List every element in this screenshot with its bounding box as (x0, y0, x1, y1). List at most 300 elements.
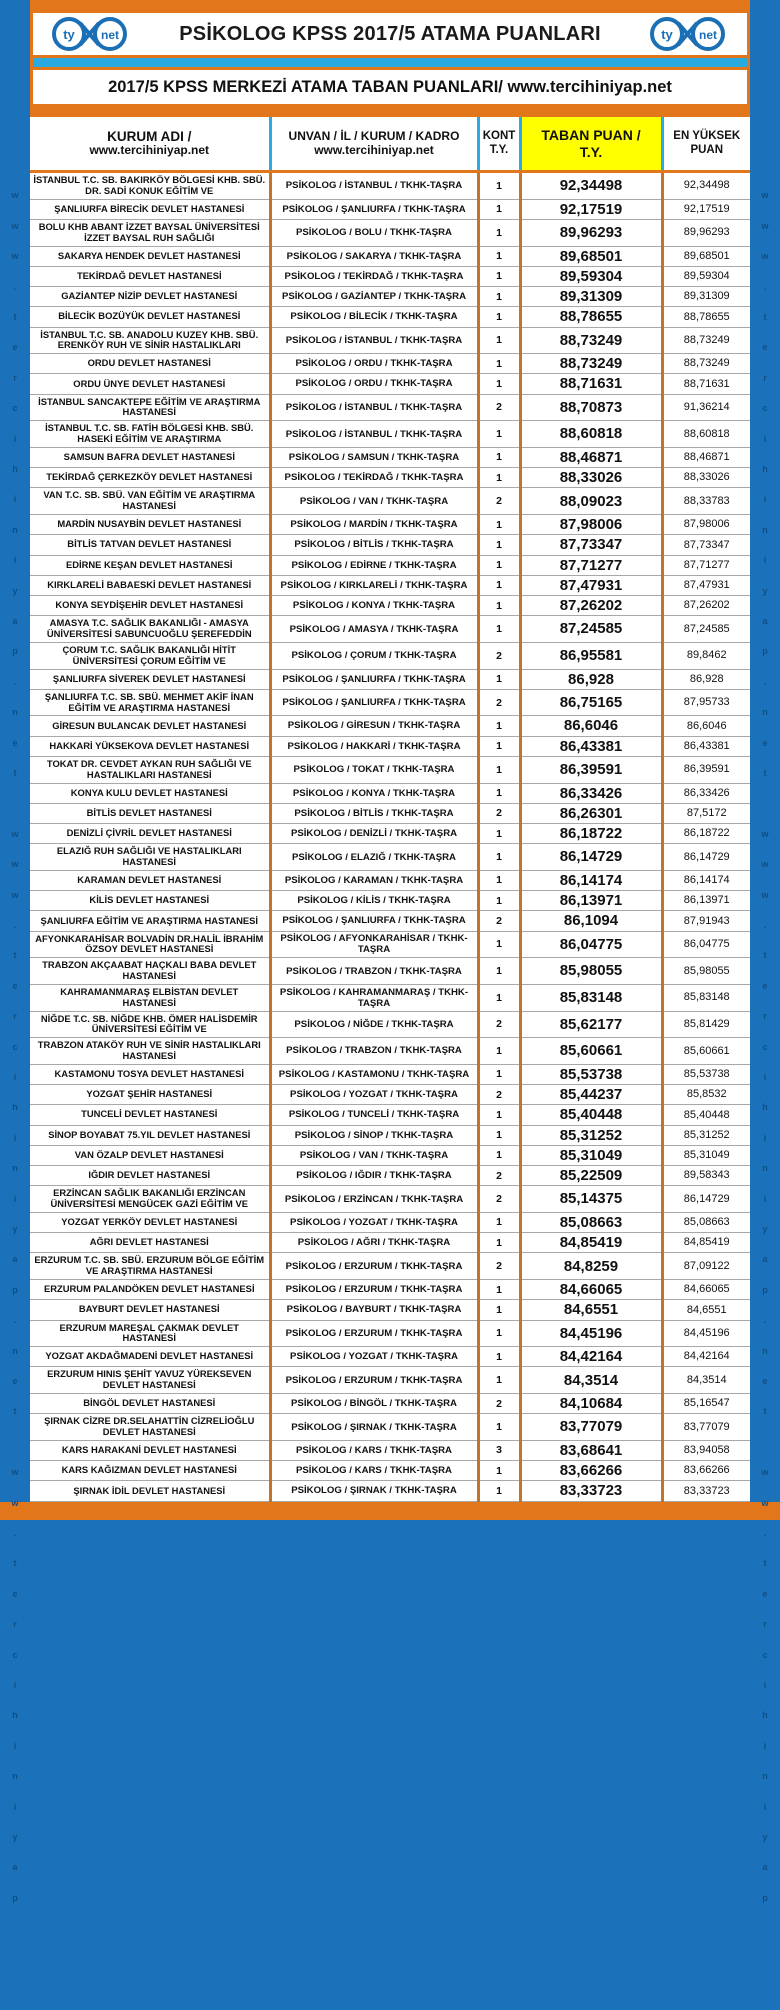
cell-taban: 85,60661 (520, 1038, 662, 1065)
margin-bleed-letter: e (12, 1376, 18, 1386)
table-row (30, 756, 750, 783)
cell-kurum: AMASYA T.C. SAĞLIK BAKANLIĞI - AMASYA ÜNİVERSİTESİ SABUNCUOĞLU ŞEREFEDDİN (30, 616, 270, 643)
cell-kont: 1 (478, 669, 520, 689)
cell-taban: 89,96293 (520, 219, 662, 246)
cell-unvan: PSİKOLOG / ÇORUM / TKHK-TAŞRA (270, 642, 478, 669)
cell-unvan: PSİKOLOG / GİRESUN / TKHK-TAŞRA (270, 716, 478, 736)
logo-text-net: net (101, 28, 119, 42)
cell-kont: 1 (478, 736, 520, 756)
cell-unvan: PSİKOLOG / BAYBURT / TKHK-TAŞRA (270, 1300, 478, 1320)
margin-bleed-letter: t (763, 768, 767, 778)
cell-kont: 1 (478, 984, 520, 1011)
margin-bleed-letter: n (12, 1163, 18, 1174)
cell-kurum: ŞANLIURFA BİRECİK DEVLET HASTANESİ (30, 199, 270, 219)
cell-enyuksek: 87,73347 (662, 535, 750, 555)
cell-taban: 88,33026 (520, 468, 662, 488)
cell-taban: 84,85419 (520, 1233, 662, 1253)
cell-enyuksek: 92,17519 (662, 199, 750, 219)
margin-bleed-letter: w (11, 859, 19, 870)
cell-enyuksek: 85,98055 (662, 958, 750, 985)
cell-enyuksek: 86,14729 (662, 1186, 750, 1213)
cell-taban: 86,75165 (520, 689, 662, 716)
cell-unvan: PSİKOLOG / MARDİN / TKHK-TAŞRA (270, 515, 478, 535)
cell-unvan: PSİKOLOG / ORDU / TKHK-TAŞRA (270, 354, 478, 374)
margin-bleed-letter: w (761, 1467, 769, 1478)
cell-taban: 86,26301 (520, 803, 662, 823)
cell-taban: 88,70873 (520, 394, 662, 421)
cell-enyuksek: 86,6046 (662, 716, 750, 736)
cell-unvan: PSİKOLOG / AĞRI / TKHK-TAŞRA (270, 1233, 478, 1253)
cell-kurum: ELAZIĞ RUH SAĞLIĞI VE HASTALIKLARI HASTANESİ (30, 844, 270, 871)
cell-kont: 1 (478, 1105, 520, 1125)
cell-kont: 1 (478, 596, 520, 616)
margin-bleed-letter: w (761, 1497, 769, 1508)
margin-bleed-letter: y (12, 585, 18, 596)
table-row (30, 1064, 750, 1084)
cell-kurum: NİĞDE T.C. SB. NİĞDE KHB. ÖMER HALİSDEMİR ÜNİVERSİTESİ EĞİTİM VE (30, 1011, 270, 1038)
table-row (30, 616, 750, 643)
cell-enyuksek: 87,5172 (662, 803, 750, 823)
col-header-unvan-line2: www.tercihiniyap.net (314, 142, 434, 157)
cell-taban: 87,24585 (520, 616, 662, 643)
cell-kont: 1 (478, 1280, 520, 1300)
margin-bleed-letter: p (762, 1892, 768, 1903)
cell-unvan: PSİKOLOG / TRABZON / TKHK-TAŞRA (270, 958, 478, 985)
cell-kont: 2 (478, 1011, 520, 1038)
table-row (30, 642, 750, 669)
cell-unvan: PSİKOLOG / ŞANLIURFA / TKHK-TAŞRA (270, 669, 478, 689)
table-row (30, 1105, 750, 1125)
cell-kurum: ERZURUM MAREŞAL ÇAKMAK DEVLET HASTANESİ (30, 1320, 270, 1347)
cell-unvan: PSİKOLOG / VAN / TKHK-TAŞRA (270, 488, 478, 515)
cell-taban: 88,09023 (520, 488, 662, 515)
cell-taban: 87,26202 (520, 596, 662, 616)
cell-enyuksek: 85,31252 (662, 1125, 750, 1145)
cell-kont: 1 (478, 1038, 520, 1065)
svg-text:net: net (699, 28, 717, 42)
cell-unvan: PSİKOLOG / ŞIRNAK / TKHK-TAŞRA (270, 1481, 478, 1501)
margin-bleed-letter: e (12, 737, 18, 748)
table-row (30, 931, 750, 958)
cell-enyuksek: 86,18722 (662, 824, 750, 844)
cell-taban: 85,53738 (520, 1064, 662, 1084)
margin-bleed-letter: r (763, 1011, 767, 1022)
margin-bleed-letter: y (12, 1832, 18, 1842)
cell-taban: 87,47931 (520, 575, 662, 595)
cell-taban: 84,6551 (520, 1300, 662, 1320)
cell-kurum: BOLU KHB ABANT İZZET BAYSAL ÜNİVERSİTESİ İZZET BAYSAL RUH SAĞLIĞI (30, 219, 270, 246)
table-row (30, 596, 750, 616)
cell-taban: 89,68501 (520, 246, 662, 266)
cell-kurum: DENİZLİ ÇİVRİL DEVLET HASTANESİ (30, 824, 270, 844)
margin-bleed-letter: w (11, 251, 19, 262)
table-row (30, 575, 750, 595)
col-header-enyuksek-line2: PUAN (690, 143, 724, 156)
cell-kont: 1 (478, 1125, 520, 1145)
cell-kurum: KONYA KULU DEVLET HASTANESİ (30, 783, 270, 803)
cell-taban: 87,71277 (520, 555, 662, 575)
cell-kont: 1 (478, 931, 520, 958)
margin-bleed-letter: i (13, 555, 17, 566)
cell-unvan: PSİKOLOG / AMASYA / TKHK-TAŞRA (270, 616, 478, 643)
bottom-orange-strip (0, 1502, 780, 1520)
margin-bleed-letter: a (12, 1862, 18, 1873)
cell-kurum: KIRKLARELİ BABAESKİ DEVLET HASTANESİ (30, 575, 270, 595)
cell-kont: 1 (478, 535, 520, 555)
cell-taban: 85,83148 (520, 984, 662, 1011)
cell-kurum: ERZİNCAN SAĞLIK BAKANLIĞI ERZİNCAN ÜNİVERSİTESİ MENGÜCEK GAZİ EĞİTİM VE (30, 1186, 270, 1213)
margin-bleed-letter: i (763, 1801, 767, 1812)
margin-bleed-letter: . (13, 920, 17, 930)
cell-kont: 1 (478, 616, 520, 643)
cell-enyuksek: 87,47931 (662, 575, 750, 595)
cell-taban: 83,33723 (520, 1481, 662, 1501)
cell-taban: 84,45196 (520, 1320, 662, 1347)
table-row (30, 1320, 750, 1347)
margin-bleed-letter: p (762, 1284, 768, 1295)
col-header-taban-line1: TABAN PUAN / (524, 127, 659, 143)
margin-bleed-letter: r (13, 372, 17, 383)
cell-kurum: KAHRAMANMARAŞ ELBİSTAN DEVLET HASTANESİ (30, 984, 270, 1011)
cell-kurum: SİNOP BOYABAT 75.YIL DEVLET HASTANESİ (30, 1125, 270, 1145)
cell-kont: 1 (478, 1233, 520, 1253)
cell-taban: 85,62177 (520, 1011, 662, 1038)
cell-kont: 1 (478, 1347, 520, 1367)
cell-kurum: TOKAT DR. CEVDET AYKAN RUH SAĞLIĞI VE HASTALIKLARI HASTANESİ (30, 756, 270, 783)
cell-enyuksek: 91,36214 (662, 394, 750, 421)
cell-kont: 2 (478, 803, 520, 823)
cell-kurum: ORDU ÜNYE DEVLET HASTANESİ (30, 374, 270, 394)
cell-kont: 1 (478, 307, 520, 327)
cell-enyuksek: 86,33426 (662, 783, 750, 803)
page-title: PSİKOLOG KPSS 2017/5 ATAMA PUANLARI (179, 22, 601, 45)
margin-bleed-letter: a (762, 1862, 768, 1873)
cell-kurum: KARAMAN DEVLET HASTANESİ (30, 870, 270, 890)
subtitle-band (30, 67, 750, 107)
cell-taban: 86,33426 (520, 783, 662, 803)
table-row (30, 1085, 750, 1105)
table-row (30, 958, 750, 985)
cell-unvan: PSİKOLOG / TRABZON / TKHK-TAŞRA (270, 1038, 478, 1065)
cell-kont: 1 (478, 844, 520, 871)
cell-unvan: PSİKOLOG / NİĞDE / TKHK-TAŞRA (270, 1011, 478, 1038)
margin-bleed-letter: t (13, 312, 17, 322)
table-row (30, 689, 750, 716)
cell-kurum: MARDİN NUSAYBİN DEVLET HASTANESİ (30, 515, 270, 535)
cell-taban: 84,66065 (520, 1280, 662, 1300)
cell-unvan: PSİKOLOG / YOZGAT / TKHK-TAŞRA (270, 1085, 478, 1105)
cell-kurum: BİTLİS TATVAN DEVLET HASTANESİ (30, 535, 270, 555)
table-row (30, 1038, 750, 1065)
cell-kont: 1 (478, 287, 520, 307)
cell-kont: 2 (478, 1166, 520, 1186)
cell-kurum: TRABZON ATAKÖY RUH VE SİNİR HASTALIKLARI HASTANESİ (30, 1038, 270, 1065)
cell-enyuksek: 86,928 (662, 669, 750, 689)
margin-bleed-letter: c (762, 1041, 768, 1052)
cell-taban: 83,68641 (520, 1440, 662, 1460)
margin-bleed-letter: w (11, 889, 19, 900)
cell-kont: 3 (478, 1440, 520, 1460)
table-row (30, 783, 750, 803)
cell-kurum: KONYA SEYDİŞEHİR DEVLET HASTANESİ (30, 596, 270, 616)
cell-kurum: YOZGAT YERKÖY DEVLET HASTANESİ (30, 1212, 270, 1232)
cell-kurum: BİLECİK BOZÜYÜK DEVLET HASTANESİ (30, 307, 270, 327)
cell-unvan: PSİKOLOG / KONYA / TKHK-TAŞRA (270, 596, 478, 616)
table-row (30, 327, 750, 354)
cell-unvan: PSİKOLOG / GAZİANTEP / TKHK-TAŞRA (270, 287, 478, 307)
cell-kont: 1 (478, 1414, 520, 1441)
margin-bleed-letter: i (13, 1740, 17, 1751)
col-header-enyuksek-line1: EN YÜKSEK (673, 130, 741, 143)
cell-enyuksek: 85,60661 (662, 1038, 750, 1065)
cell-unvan: PSİKOLOG / ERZURUM / TKHK-TAŞRA (270, 1253, 478, 1280)
cell-kurum: TEKİRDAĞ ÇERKEZKÖY DEVLET HASTANESİ (30, 468, 270, 488)
margin-bleed-letter: e (762, 1588, 768, 1599)
cell-kurum: IĞDIR DEVLET HASTANESİ (30, 1166, 270, 1186)
table-row (30, 1212, 750, 1232)
cell-enyuksek: 85,31049 (662, 1145, 750, 1165)
cell-unvan: PSİKOLOG / KARS / TKHK-TAŞRA (270, 1440, 478, 1460)
cell-enyuksek: 84,66065 (662, 1280, 750, 1300)
cell-kurum: VAN ÖZALP DEVLET HASTANESİ (30, 1145, 270, 1165)
cell-kont: 2 (478, 394, 520, 421)
cell-kont: 1 (478, 374, 520, 394)
margin-bleed-letter: i (763, 433, 767, 444)
cell-taban: 86,1094 (520, 911, 662, 931)
cell-kurum: ÇORUM T.C. SAĞLIK BAKANLIĞI HİTİT ÜNİVERSİTESİ ÇORUM EĞİTİM VE (30, 642, 270, 669)
logo-text-ty: ty (63, 27, 75, 42)
margin-bleed-letter: e (12, 342, 18, 353)
cell-kont: 2 (478, 1394, 520, 1414)
margin-bleed-letter: p (12, 1892, 18, 1903)
cell-unvan: PSİKOLOG / YOZGAT / TKHK-TAŞRA (270, 1347, 478, 1367)
scores-table (30, 114, 750, 1502)
cell-kont: 1 (478, 1064, 520, 1084)
header-row (30, 116, 750, 172)
table-row (30, 374, 750, 394)
cell-taban: 86,18722 (520, 824, 662, 844)
cell-kurum: İSTANBUL T.C. SB. BAKIRKÖY BÖLGESİ KHB. SBÜ. DR. SADİ KONUK EĞİTİM VE (30, 172, 270, 200)
cell-kurum: HAKKARİ YÜKSEKOVA DEVLET HASTANESİ (30, 736, 270, 756)
margin-bleed-letter: w (761, 889, 769, 900)
table-row (30, 246, 750, 266)
cell-kurum: ERZURUM HINIS ŞEHİT YAVUZ YÜREKSEVEN DEVLET HASTANESİ (30, 1367, 270, 1394)
margin-bleed-letter: c (12, 403, 18, 414)
cell-unvan: PSİKOLOG / BİTLİS / TKHK-TAŞRA (270, 535, 478, 555)
col-header-kont (478, 116, 520, 172)
cell-unvan: PSİKOLOG / ERZURUM / TKHK-TAŞRA (270, 1367, 478, 1394)
cell-kont: 1 (478, 716, 520, 736)
cell-taban: 86,95581 (520, 642, 662, 669)
table-row (30, 911, 750, 931)
cell-taban: 84,10684 (520, 1394, 662, 1414)
cell-kurum: YOZGAT ŞEHİR HASTANESİ (30, 1085, 270, 1105)
cell-enyuksek: 89,31309 (662, 287, 750, 307)
table-row (30, 219, 750, 246)
margin-bleed-letter: n (762, 1345, 768, 1356)
cell-kurum: GİRESUN BULANCAK DEVLET HASTANESİ (30, 716, 270, 736)
cell-unvan: PSİKOLOG / KIRKLARELİ / TKHK-TAŞRA (270, 575, 478, 595)
cyan-divider (30, 58, 750, 67)
cell-kont: 1 (478, 468, 520, 488)
cell-enyuksek: 85,08663 (662, 1212, 750, 1232)
cell-enyuksek: 88,46871 (662, 447, 750, 467)
cell-enyuksek: 85,16547 (662, 1394, 750, 1414)
cell-taban: 85,40448 (520, 1105, 662, 1125)
cell-taban: 85,31252 (520, 1125, 662, 1145)
cell-kurum: AĞRI DEVLET HASTANESİ (30, 1233, 270, 1253)
table-row (30, 1414, 750, 1441)
margin-bleed-letter: w (761, 828, 769, 839)
margin-bleed-letter: n (12, 1771, 18, 1782)
cell-unvan: PSİKOLOG / ERZURUM / TKHK-TAŞRA (270, 1280, 478, 1300)
left-blue-margin (0, 0, 30, 2010)
margin-bleed-letter: w (11, 828, 19, 839)
cell-kont: 1 (478, 447, 520, 467)
cell-enyuksek: 84,42164 (662, 1347, 750, 1367)
margin-bleed-letter: i (13, 1072, 17, 1082)
cell-kurum: TEKİRDAĞ DEVLET HASTANESİ (30, 266, 270, 286)
cell-unvan: PSİKOLOG / DENİZLİ / TKHK-TAŞRA (270, 824, 478, 844)
margin-bleed-letter: e (762, 342, 768, 353)
margin-bleed-letter: i (763, 1680, 767, 1690)
margin-bleed-letter: e (12, 980, 18, 991)
margin-bleed-letter: . (763, 1528, 767, 1538)
cell-unvan: PSİKOLOG / EDİRNE / TKHK-TAŞRA (270, 555, 478, 575)
table-row (30, 468, 750, 488)
cell-kurum: ORDU DEVLET HASTANESİ (30, 354, 270, 374)
margin-bleed-letter: w (11, 190, 19, 201)
cell-kurum: ŞIRNAK İDİL DEVLET HASTANESİ (30, 1481, 270, 1501)
margin-bleed-letter: w (761, 220, 769, 231)
margin-bleed-letter: . (13, 676, 17, 687)
cell-unvan: PSİKOLOG / KONYA / TKHK-TAŞRA (270, 783, 478, 803)
cell-taban: 86,13971 (520, 891, 662, 911)
cell-taban: 86,39591 (520, 756, 662, 783)
table-row (30, 1367, 750, 1394)
margin-bleed-letter: i (763, 1193, 767, 1204)
margin-bleed-letter: c (762, 403, 768, 414)
cell-enyuksek: 85,40448 (662, 1105, 750, 1125)
cell-taban: 85,08663 (520, 1212, 662, 1232)
cell-taban: 85,98055 (520, 958, 662, 985)
margin-bleed-letter: w (11, 1497, 19, 1508)
table-row (30, 394, 750, 421)
margin-bleed-letter: y (762, 1224, 768, 1234)
cell-taban: 83,77079 (520, 1414, 662, 1441)
margin-bleed-letter: . (763, 676, 767, 687)
table-row (30, 266, 750, 286)
col-header-kurum (30, 116, 270, 172)
cell-kurum: ŞANLIURFA EĞİTİM VE ARAŞTIRMA HASTANESİ (30, 911, 270, 931)
table-row (30, 844, 750, 871)
col-header-taban-line2: T.Y. (524, 144, 659, 160)
cell-enyuksek: 83,77079 (662, 1414, 750, 1441)
right-blue-margin (750, 0, 780, 2010)
margin-bleed-letter: t (763, 1558, 767, 1569)
cell-taban: 88,73249 (520, 327, 662, 354)
cell-enyuksek: 87,09122 (662, 1253, 750, 1280)
cell-kurum: ERZURUM T.C. SB. SBÜ. ERZURUM BÖLGE EĞİTİM VE ARAŞTIRMA HASTANESİ (30, 1253, 270, 1280)
margin-bleed-letter: h (762, 1710, 768, 1721)
table-row (30, 515, 750, 535)
cell-kont: 1 (478, 1300, 520, 1320)
cell-kont: 2 (478, 1186, 520, 1213)
cell-kont: 2 (478, 1253, 520, 1280)
table-body (30, 172, 750, 1502)
margin-bleed-letter: . (13, 1528, 17, 1538)
margin-bleed-letter: h (762, 464, 768, 474)
cell-kont: 1 (478, 1481, 520, 1501)
cell-unvan: PSİKOLOG / SİNOP / TKHK-TAŞRA (270, 1125, 478, 1145)
col-header-unvan (270, 116, 478, 172)
cell-kont: 1 (478, 1461, 520, 1481)
cell-kont: 1 (478, 891, 520, 911)
table-row (30, 824, 750, 844)
cell-unvan: PSİKOLOG / ŞANLIURFA / TKHK-TAŞRA (270, 689, 478, 716)
cell-kont: 1 (478, 199, 520, 219)
cell-taban: 89,59304 (520, 266, 662, 286)
table-row (30, 307, 750, 327)
cell-enyuksek: 87,91943 (662, 911, 750, 931)
cell-enyuksek: 83,66266 (662, 1461, 750, 1481)
cell-kont: 1 (478, 354, 520, 374)
margin-bleed-letter: i (13, 1680, 17, 1690)
cell-kont: 1 (478, 1367, 520, 1394)
cell-unvan: PSİKOLOG / İSTANBUL / TKHK-TAŞRA (270, 421, 478, 448)
cell-kurum: İSTANBUL T.C. SB. FATİH BÖLGESİ KHB. SBÜ. HASEKİ EĞİTİM VE ARAŞTIRMA (30, 421, 270, 448)
cell-taban: 85,22509 (520, 1166, 662, 1186)
table-row (30, 891, 750, 911)
cell-kont: 1 (478, 219, 520, 246)
table-row (30, 803, 750, 823)
cell-enyuksek: 86,43381 (662, 736, 750, 756)
cell-taban: 88,60818 (520, 421, 662, 448)
cell-unvan: PSİKOLOG / KİLİS / TKHK-TAŞRA (270, 891, 478, 911)
margin-bleed-letter: w (761, 859, 769, 870)
col-header-unvan-line1: UNVAN / İL / KURUM / KADRO (288, 128, 460, 143)
cell-unvan: PSİKOLOG / ERZİNCAN / TKHK-TAŞRA (270, 1186, 478, 1213)
cell-unvan: PSİKOLOG / İSTANBUL / TKHK-TAŞRA (270, 394, 478, 421)
cell-kurum: VAN T.C. SB. SBÜ. VAN EĞİTİM VE ARAŞTIRMA HASTANESİ (30, 488, 270, 515)
margin-bleed-letter: e (762, 737, 768, 748)
margin-bleed-letter: c (762, 1649, 768, 1660)
cell-kont: 1 (478, 421, 520, 448)
cell-unvan: PSİKOLOG / AFYONKARAHİSAR / TKHK-TAŞRA (270, 931, 478, 958)
cell-unvan: PSİKOLOG / KASTAMONU / TKHK-TAŞRA (270, 1064, 478, 1084)
margin-bleed-letter: i (13, 494, 17, 505)
cell-taban: 86,04775 (520, 931, 662, 958)
margin-bleed-letter: a (762, 616, 768, 626)
margin-bleed-letter: i (763, 555, 767, 566)
cell-kont: 1 (478, 870, 520, 890)
cell-taban: 87,98006 (520, 515, 662, 535)
margin-bleed-letter: . (13, 1315, 17, 1326)
cell-kont: 1 (478, 1212, 520, 1232)
cell-enyuksek: 85,81429 (662, 1011, 750, 1038)
cell-enyuksek: 84,6551 (662, 1300, 750, 1320)
cell-enyuksek: 89,8462 (662, 642, 750, 669)
top-orange-strip (0, 0, 780, 10)
cell-unvan: PSİKOLOG / İSTANBUL / TKHK-TAŞRA (270, 172, 478, 200)
col-header-kont-line2: T.Y. (489, 143, 509, 156)
margin-bleed-letter: c (12, 1041, 18, 1052)
cell-unvan: PSİKOLOG / HAKKARİ / TKHK-TAŞRA (270, 736, 478, 756)
tynet-logo-left (47, 17, 135, 51)
cell-kurum: ŞANLIURFA T.C. SB. SBÜ. MEHMET AKİF İNAN EĞİTİM VE ARAŞTIRMA HASTANESİ (30, 689, 270, 716)
cell-taban: 86,6046 (520, 716, 662, 736)
table-row (30, 488, 750, 515)
